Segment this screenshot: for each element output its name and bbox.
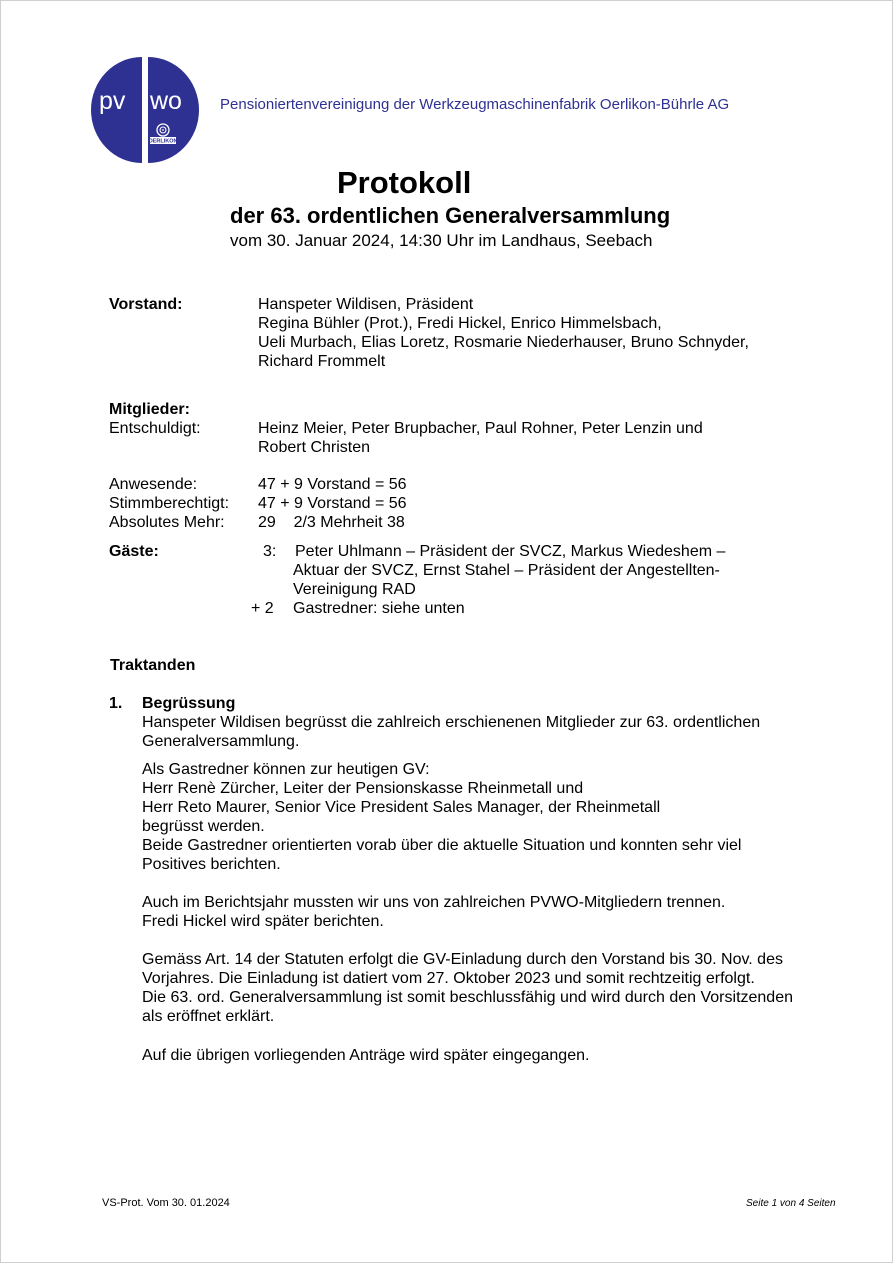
vorstand-line: Hanspeter Wildisen, Präsident bbox=[258, 296, 474, 313]
gaeste-line: Aktuar der SVCZ, Ernst Stahel – Präsident der Angestellten- bbox=[293, 562, 720, 579]
logo-right-text: wo bbox=[150, 87, 182, 115]
anwesende-label: Anwesende: bbox=[109, 476, 198, 493]
gaeste-list bbox=[293, 542, 725, 599]
text-line: Generalversammlung. bbox=[142, 733, 300, 750]
page-number: Seite 1 von 4 Seiten bbox=[746, 1198, 836, 1209]
item-number: 1. bbox=[109, 695, 123, 712]
vorstand-line: Richard Frommelt bbox=[258, 353, 386, 370]
entschuldigt-line: Robert Christen bbox=[258, 439, 371, 456]
anwesende-value: 47 + 9 Vorstand = 56 bbox=[258, 476, 407, 493]
text-line: begrüsst werden. bbox=[142, 818, 265, 835]
gastredner-count: + 2 bbox=[251, 600, 274, 617]
paragraph-statutes bbox=[142, 950, 793, 1026]
gastredner-line: Gastredner: siehe unten bbox=[293, 600, 465, 617]
item-heading: Begrüssung bbox=[142, 695, 236, 712]
stimmberechtigt-value: 47 + 9 Vorstand = 56 bbox=[258, 495, 407, 512]
meeting-date: vom 30. Januar 2024, 14:30 Uhr im Landhaus, Seebach bbox=[230, 231, 653, 250]
absolutes-mehr-label: Absolutes Mehr: bbox=[109, 514, 225, 531]
traktanden-heading: Traktanden bbox=[110, 657, 196, 674]
pvwo-logo bbox=[91, 57, 199, 163]
text-line: Auch im Berichtsjahr mussten wir uns von zahlreichen PVWO-Mitgliedern trennen. bbox=[142, 894, 726, 911]
document-title: Protokoll bbox=[337, 165, 472, 200]
text-line: als eröffnet erklärt. bbox=[142, 1008, 275, 1025]
entschuldigt-list bbox=[258, 419, 703, 457]
vorstand-list bbox=[258, 295, 749, 371]
paragraph-guests bbox=[142, 760, 741, 874]
text-line: Herr Renè Zürcher, Leiter der Pensionskasse Rheinmetall und bbox=[142, 780, 584, 797]
text-line: Auf die übrigen vorliegenden Anträge wird später eingegangen. bbox=[142, 1047, 590, 1064]
absolutes-mehr-value: 29 2/3 Mehrheit 38 bbox=[258, 514, 405, 531]
entschuldigt-line: Heinz Meier, Peter Brupbacher, Paul Rohner, Peter Lenzin und bbox=[258, 420, 703, 437]
logo-badge-text: OERLIKON bbox=[148, 138, 178, 145]
stimmberechtigt-label: Stimmberechtigt: bbox=[109, 495, 230, 512]
text-line: Als Gastredner können zur heutigen GV: bbox=[142, 761, 430, 778]
gaeste-count: 3: bbox=[263, 543, 277, 560]
paragraph-motions bbox=[142, 1046, 589, 1065]
entschuldigt-label: Entschuldigt: bbox=[109, 420, 201, 437]
organization-name: Pensioniertenvereinigung der Werkzeugmaschinenfabrik Oerlikon-Bührle AG bbox=[220, 96, 730, 113]
vorstand-line: Regina Bühler (Prot.), Fredi Hickel, Enrico Himmelsbach, bbox=[258, 315, 662, 332]
vorstand-label: Vorstand: bbox=[109, 296, 183, 313]
document-subtitle: der 63. ordentlichen Generalversammlung bbox=[230, 203, 671, 228]
text-line: Fredi Hickel wird später berichten. bbox=[142, 913, 384, 930]
footer-reference: VS-Prot. Vom 30. 01.2024 bbox=[102, 1197, 230, 1209]
text-line: Herr Reto Maurer, Senior Vice President Sales Manager, der Rheinmetall bbox=[142, 799, 661, 816]
text-line: Beide Gastredner orientierten vorab über die aktuelle Situation und konnten sehr viel bbox=[142, 837, 742, 854]
paragraph-welcome bbox=[142, 713, 760, 751]
gaeste-label: Gäste: bbox=[109, 543, 159, 560]
text-line: Die 63. ord. Generalversammlung ist somit beschlussfähig und wird durch den Vorsitzenden bbox=[142, 989, 793, 1006]
text-line: Gemäss Art. 14 der Statuten erfolgt die GV-Einladung durch den Vorstand bis 30. Nov. des bbox=[142, 951, 783, 968]
text-line: Hanspeter Wildisen begrüsst die zahlreich erschienenen Mitglieder zur 63. ordentlichen bbox=[142, 714, 761, 731]
mitglieder-label: Mitglieder: bbox=[109, 401, 190, 418]
gaeste-line: Peter Uhlmann – Präsident der SVCZ, Markus Wiedeshem – bbox=[295, 543, 726, 560]
text-line: Vorjahres. Die Einladung ist datiert vom 27. Oktober 2023 und somit rechtzeitig erfolgt. bbox=[142, 970, 755, 987]
text-line: Positives berichten. bbox=[142, 856, 281, 873]
logo-left-text: pv bbox=[99, 87, 126, 115]
paragraph-members bbox=[142, 893, 725, 931]
gaeste-line: Vereinigung RAD bbox=[293, 581, 416, 598]
vorstand-line: Ueli Murbach, Elias Loretz, Rosmarie Niederhauser, Bruno Schnyder, bbox=[258, 334, 749, 351]
